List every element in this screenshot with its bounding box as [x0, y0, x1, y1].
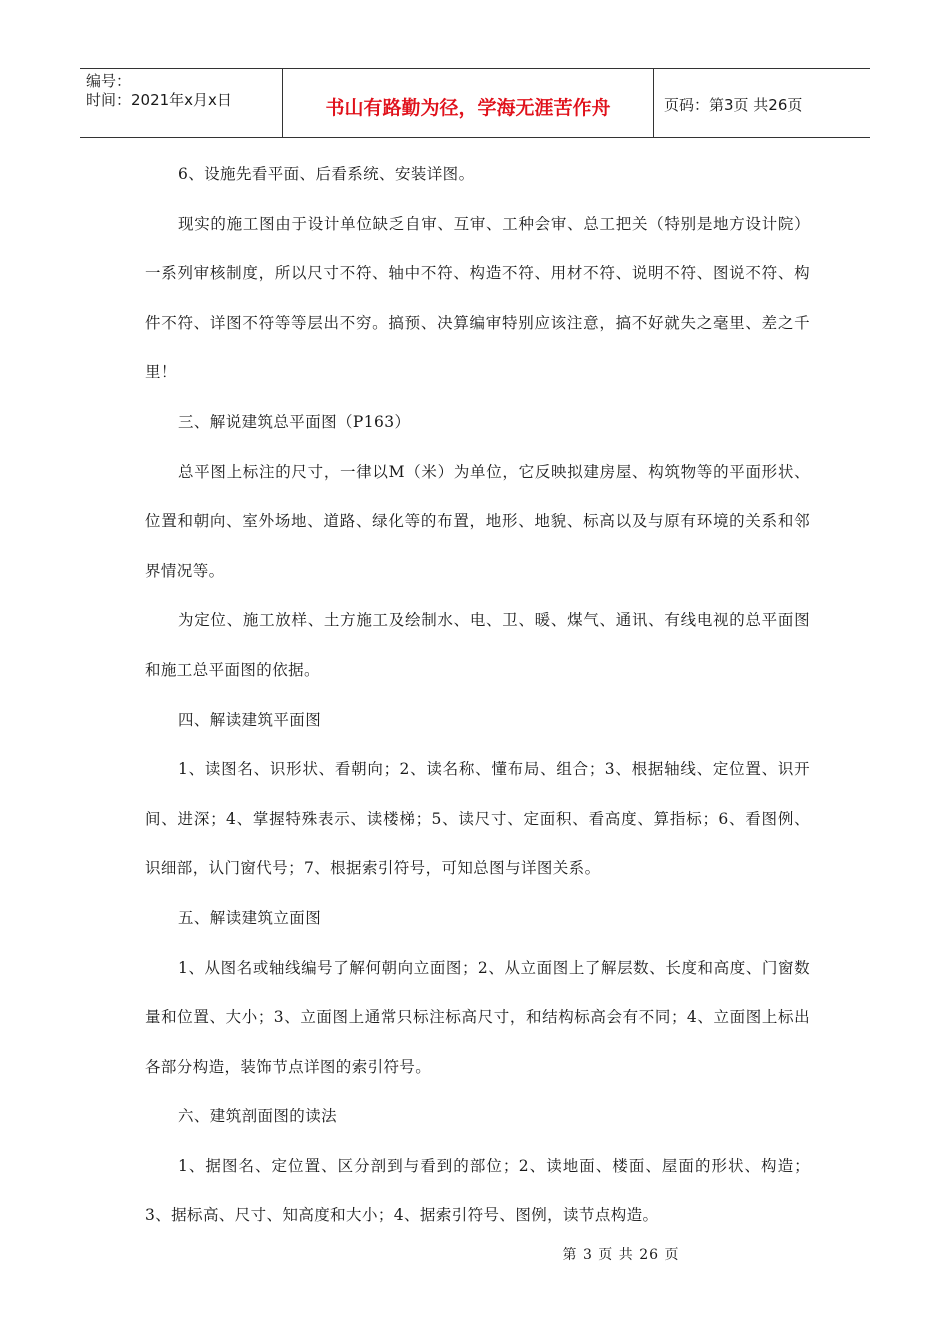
paragraph: 为定位、施工放样、土方施工及绘制水、电、卫、暖、煤气、通讯、有线电视的总平面图和施工总平面图的依据。: [145, 611, 810, 679]
page-footer: [0, 1244, 950, 1264]
section-heading: 三、解说建筑总平面图（P163）: [178, 412, 411, 431]
header-meta: [80, 69, 283, 137]
header-motto: 书山有路勤为径，学海无涯苦作舟: [283, 69, 654, 137]
document-body: [145, 150, 810, 1241]
paragraph: 1、据图名、定位置、区分剖到与看到的部位；2、读地面、楼面、屋面的形状、构造；3、据标高、尺寸、知高度和大小；4、据索引符号、图例，读节点构造。: [145, 1156, 810, 1225]
section-heading: 五、解读建筑立面图: [178, 908, 322, 927]
doc-number-label: 编号：: [86, 72, 132, 90]
page-header: [80, 68, 870, 138]
paragraph: 总平图上标注的尺寸，一律以M（米）为单位，它反映拟建房屋、构筑物等的平面形状、位置和朝向、室外场地、道路、绿化等的布置，地形、地貌、标高以及与原有环境的关系和邻界情况等。: [145, 462, 810, 580]
section-heading: 四、解读建筑平面图: [178, 710, 322, 729]
paragraph: 1、读图名、识形状、看朝向；2、读名称、懂布局、组合；3、根据轴线、定位置、识开间、进深；4、掌握特殊表示、读楼梯；5、读尺寸、定面积、看高度、算指标；6、看图例、识细部，认门窗代号；7、根据索引符号，可知总图与详图关系。: [145, 760, 810, 878]
doc-date-label: 时间：2021年x月x日: [86, 91, 232, 109]
header-page-info: 页码：第3页 共26页: [664, 95, 803, 114]
paragraph: 6、设施先看平面、后看系统、安装详图。: [178, 165, 475, 183]
paragraph: 现实的施工图由于设计单位缺乏自审、互审、工种会审、总工把关（特别是地方设计院）一系列审核制度，所以尺寸不符、轴中不符、构造不符、用材不符、说明不符、图说不符、构件不符、详图不符等等层出不穷。搞预、决算编审特别应该注意，搞不好就失之毫里、差之千里！: [145, 214, 810, 382]
paragraph: 1、从图名或轴线编号了解何朝向立面图；2、从立面图上了解层数、长度和高度、门窗数量和位置、大小；3、立面图上通常只标注标高尺寸，和结构标高会有不同；4、立面图上标出各部分构造，装饰节点详图的索引符号。: [145, 958, 810, 1076]
footer-page-number: 第 3 页 共 26 页: [562, 1247, 680, 1263]
section-heading: 六、建筑剖面图的读法: [178, 1107, 338, 1126]
